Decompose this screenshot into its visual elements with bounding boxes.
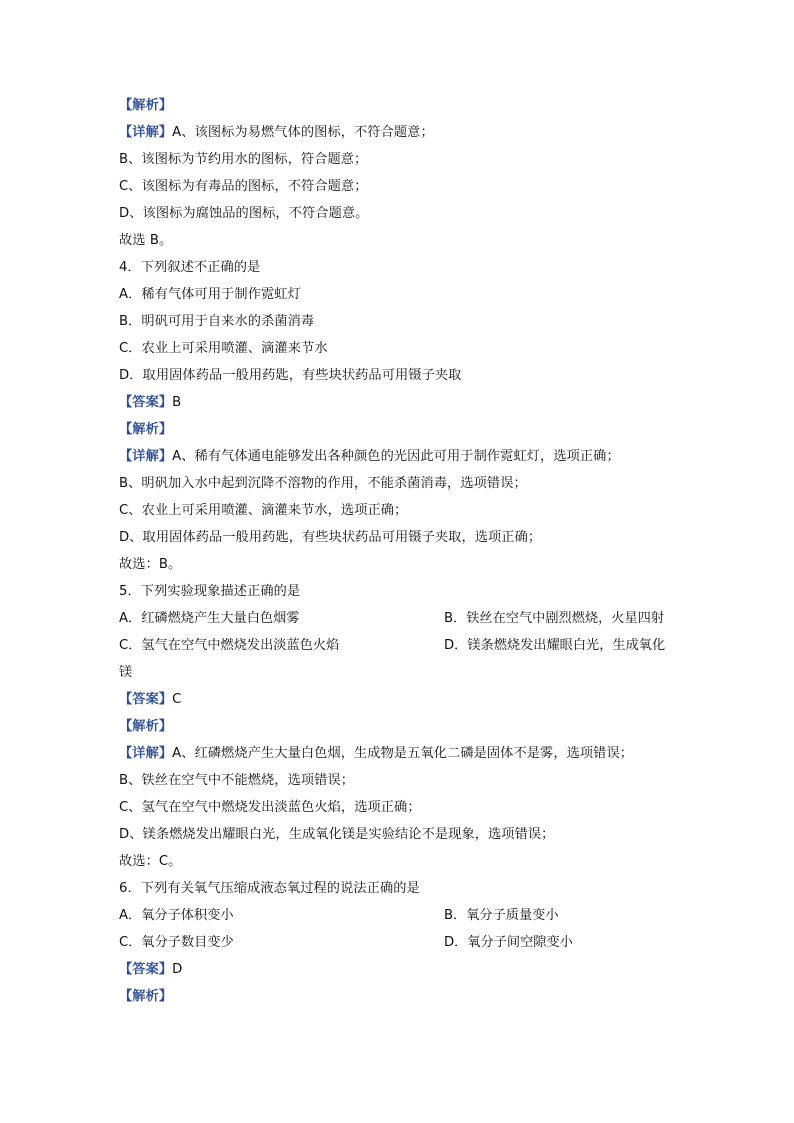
text-line: B、明矾加入水中起到沉降不溶物的作用，不能杀菌消毒，选项错误； xyxy=(119,476,527,491)
question-6-options-row-2 xyxy=(119,929,699,956)
question-5-option-c: C．氢气在空气中燃烧发出淡蓝色火焰 xyxy=(119,638,340,653)
question-5-options-row-1 xyxy=(119,605,699,632)
detail-text: A、稀有气体通电能够发出各种颜色的光因此可用于制作霓虹灯，选项正确； xyxy=(172,449,620,464)
text-line: B、铁丝在空气中不能燃烧，选项错误； xyxy=(119,773,355,788)
question-5-answer xyxy=(119,686,699,713)
answer-tag: 【答案】 xyxy=(119,395,173,410)
question-6-stem: 6．下列有关氧气压缩成液态氧过程的说法正确的是 xyxy=(119,881,420,896)
question-4-detail xyxy=(119,443,699,470)
choice-line: 故选：C。 xyxy=(119,854,182,869)
analysis-tag: 【解析】 xyxy=(119,98,173,113)
analysis-tag: 【解析】 xyxy=(119,719,173,734)
question-4-option-d: D．取用固体药品一般用药匙，有些块状药品可用镊子夹取 xyxy=(119,368,462,383)
text-line: C、该图标为有毒品的图标，不符合题意； xyxy=(119,179,368,194)
question-5-analysis xyxy=(119,713,699,740)
choice-line: 故选：B。 xyxy=(119,557,182,572)
analysis-tag: 【解析】 xyxy=(119,989,173,1004)
question-6-answer xyxy=(119,956,699,983)
question-4-option-a: A．稀有气体可用于制作霓虹灯 xyxy=(119,287,301,302)
question-6-option-d: D．氧分子间空隙变小 xyxy=(444,935,573,950)
question-5-option-a: A．红磷燃烧产生大量白色烟雾 xyxy=(119,611,300,626)
document-content xyxy=(119,92,699,1010)
question-5-option-b: B．铁丝在空气中剧烈燃烧，火星四射 xyxy=(444,611,665,626)
answer-value: D xyxy=(172,962,183,977)
detail-text: A、该图标为易燃气体的图标，不符合题意； xyxy=(172,125,434,140)
question-6-options-row-1 xyxy=(119,902,699,929)
text-line: C、农业上可采用喷灌、滴灌来节水，选项正确； xyxy=(119,503,408,518)
answer-tag: 【答案】 xyxy=(119,962,173,977)
detail-text: A、红磷燃烧产生大量白色烟，生成物是五氧化二磷是固体不是雾，选项错误； xyxy=(172,746,634,761)
text-line: D、镁条燃烧发出耀眼白光，生成氧化镁是实验结论不是现象，选项错误； xyxy=(119,827,555,842)
question-4-answer xyxy=(119,389,699,416)
answer-value: B xyxy=(172,395,182,410)
question-4-stem: 4．下列叙述不正确的是 xyxy=(119,260,261,275)
choice-line: 故选 B。 xyxy=(119,233,173,248)
question-5-detail xyxy=(119,740,699,767)
detail-tag: 【详解】 xyxy=(119,746,173,761)
analysis-heading xyxy=(119,92,699,119)
question-6-option-b: B．氧分子质量变小 xyxy=(444,908,559,923)
question-5-option-d-continuation: 镁 xyxy=(119,665,133,680)
question-6-option-a: A．氧分子体积变小 xyxy=(119,908,234,923)
text-line: D、取用固体药品一般用药匙，有些块状药品可用镊子夹取，选项正确； xyxy=(119,530,542,545)
text-line: D、该图标为腐蚀品的图标，不符合题意。 xyxy=(119,206,369,221)
answer-tag: 【答案】 xyxy=(119,692,173,707)
answer-value: C xyxy=(172,692,182,707)
question-5-stem: 5．下列实验现象描述正确的是 xyxy=(119,584,301,599)
question-5-options-row-2 xyxy=(119,632,699,659)
question-6-option-c: C．氧分子数目变少 xyxy=(119,935,234,950)
text-line: B、该图标为节约用水的图标，符合题意； xyxy=(119,152,368,167)
analysis-tag: 【解析】 xyxy=(119,422,173,437)
text-line: C、氢气在空气中燃烧发出淡蓝色火焰，选项正确； xyxy=(119,800,421,815)
question-6-analysis xyxy=(119,983,699,1010)
detail-line xyxy=(119,119,699,146)
question-4-option-b: B．明矾可用于自来水的杀菌消毒 xyxy=(119,314,315,329)
detail-tag: 【详解】 xyxy=(119,449,173,464)
question-4-analysis xyxy=(119,416,699,443)
detail-tag: 【详解】 xyxy=(119,125,173,140)
question-5-option-d: D．镁条燃烧发出耀眼白光，生成氧化 xyxy=(444,638,666,653)
question-4-option-c: C．农业上可采用喷灌、滴灌来节水 xyxy=(119,341,328,356)
